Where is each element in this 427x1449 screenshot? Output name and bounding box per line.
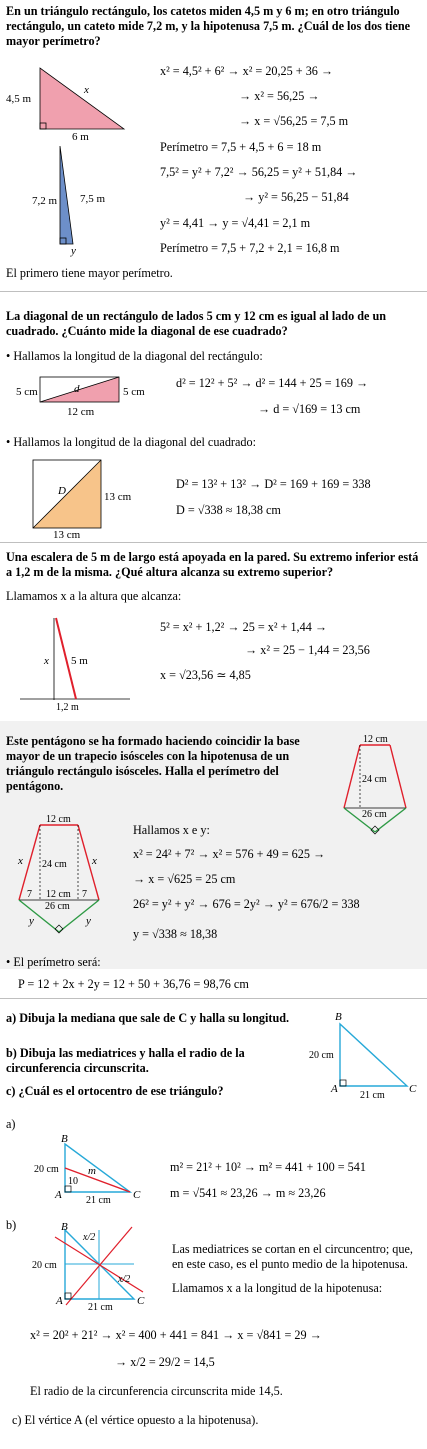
median-side-ab-label: 20 cm [34, 1164, 59, 1175]
p5b-line-1: x² = 20² + 21² → x² = 400 + 441 = 841 → x = √841 = 29 → [30, 1328, 322, 1342]
median-half-label: 10 [68, 1176, 78, 1187]
vertex-c: C [409, 1083, 417, 1095]
p5b-line-2: → x/2 = 29/2 = 14,5 [115, 1355, 215, 1369]
p1-line-1: x² = 4,5² + 6² → x² = 20,25 + 36 → [160, 64, 334, 78]
median-vertex-a: A [55, 1189, 62, 1201]
triangle-abc-figure [300, 1010, 427, 1100]
circ-side-ab-label: 20 cm [32, 1260, 57, 1271]
ladder-figure [0, 612, 150, 713]
large-leg-left-label: y [29, 915, 34, 927]
p3-line-1: 5² = x² + 1,2² → 25 = x² + 1,44 → [160, 620, 328, 634]
p1-line-8: Perímetro = 7,5 + 7,2 + 2,1 = 16,8 m [160, 241, 340, 255]
problem-3-statement: Una escalera de 5 m de largo está apoyada en la pared. Su extremo inferior está a 1,2 m de la misma. ¿Qué altura alcanza su extremo superior? [6, 550, 419, 579]
p2-bullet-1: • Hallamos la longitud de la diagonal del rectángulo: [6, 349, 263, 363]
large-offset-left-label: 7 [27, 889, 32, 900]
square-figure [0, 458, 150, 542]
p4-intro: Hallamos x e y: [133, 823, 210, 837]
p5b-text-2: Llamamos x a la longitud de la hipotenusa: [172, 1281, 383, 1295]
ladder-base-label: 1,2 m [56, 702, 79, 713]
large-side-left-label: x [18, 855, 23, 867]
p2-eq1-line-2: → d = √169 = 13 cm [258, 402, 361, 416]
large-base-label: 26 cm [45, 901, 70, 912]
median-vertex-c: C [133, 1189, 141, 1201]
p3-line-3: x = √23,56 ≃ 4,85 [160, 668, 251, 682]
circumcenter-figure [0, 1222, 160, 1314]
fig1-leg-a-label: 4,5 m [6, 93, 32, 105]
small-base-label: 26 cm [362, 809, 387, 820]
square-right-label: 13 cm [104, 491, 132, 503]
median-m-label: m [88, 1165, 96, 1177]
p1-line-6: → y² = 56,25 − 51,84 [243, 190, 349, 204]
circ-vertex-c: C [137, 1295, 145, 1307]
circ-frac-upper: x/2 [83, 1232, 96, 1243]
p2-eq1-line-1: d² = 12² + 5² → d² = 144 + 25 = 169 → [176, 376, 369, 390]
problem-5-part-c: c) ¿Cuál es el ortocentro de ese triángulo? [6, 1084, 224, 1098]
circ-vertex-b: B [61, 1221, 68, 1233]
square-bottom-label: 13 cm [53, 529, 81, 541]
p1-conclusion: El primero tiene mayor perímetro. [6, 266, 173, 280]
problem-5-part-a: a) Dibuja la mediana que sale de C y halla su longitud. [6, 1011, 290, 1025]
p1-line-2: → x² = 56,25 → [239, 89, 320, 103]
p5a-line-2: m = √541 ≈ 23,26 → m ≈ 23,26 [170, 1186, 326, 1200]
vertex-b: B [335, 1011, 342, 1023]
small-top-label: 12 cm [363, 734, 388, 745]
vertex-a: A [331, 1083, 338, 1095]
large-height-label: 24 cm [42, 859, 67, 870]
p1-line-4: Perímetro = 7,5 + 4,5 + 6 = 18 m [160, 140, 322, 154]
p5a-line-1: m² = 21² + 10² → m² = 441 + 100 = 541 [170, 1160, 366, 1174]
separator [0, 998, 427, 999]
large-leg-right-label: y [86, 915, 91, 927]
problem-4-statement: Este pentágono se ha formado haciendo coincidir la base mayor de un trapecio isósceles con la hipotenusa de un triángulo rectángulo isósceles. Halla el perímetro del pentágono. [6, 734, 300, 793]
rect-right-label: 5 cm [123, 386, 145, 398]
side-ac-label: 21 cm [360, 1090, 385, 1101]
p2-bullet-2: • Hallamos la longitud de la diagonal del cuadrado: [6, 435, 256, 449]
median-vertex-b: B [61, 1133, 68, 1145]
sol-b-label: b) [6, 1218, 17, 1232]
ladder-height-label: x [44, 655, 49, 667]
rect-left-label: 5 cm [16, 386, 38, 398]
problem-2-statement: La diagonal de un rectángulo de lados 5 cm y 12 cm es igual al lado de un cuadrado. ¿Cuánto mide la diagonal de ese cuadrado? [6, 309, 387, 338]
problem-5-part-b: b) Dibuja las mediatrices y halla el radio de la circunferencia circunscrita. [6, 1046, 245, 1075]
p5b-text-1: Las mediatrices se cortan en el circuncentro; que, en este caso, es el punto medio de la hipotenusa. [172, 1242, 413, 1271]
small-height-label: 24 cm [362, 774, 387, 785]
separator [0, 291, 427, 292]
p4-line-1: x² = 24² + 7² → x² = 576 + 49 = 625 → [133, 847, 326, 861]
p4-line-3: 26² = y² + y² → 676 = 2y² → y² = 676/2 = 338 [133, 897, 360, 911]
p4-line-2: → x = √625 = 25 cm [133, 872, 236, 886]
fig2-leg-b-label: y [71, 245, 76, 257]
large-inner-label: 12 cm [46, 889, 71, 900]
problem-1-statement: En un triángulo rectángulo, los catetos miden 4,5 m y 6 m; en otro triángulo rectángulo, un cateto mide 7,2 m, y la hipotenusa 7,5 m. ¿Cuál de los dos tiene mayor perímetro? [6, 4, 411, 48]
p4-perimeter: P = 12 + 2x + 2y = 12 + 50 + 36,76 = 98,76 cm [18, 977, 249, 991]
fig1-leg-b-label: 6 m [72, 131, 89, 143]
circ-frac-lower: x/2 [118, 1274, 131, 1285]
large-top-label: 12 cm [46, 814, 71, 825]
p2-eq2-line-1: D² = 13² + 13² → D² = 169 + 169 = 338 [176, 477, 371, 491]
separator [0, 542, 427, 543]
rectangle-figure [0, 370, 150, 426]
p2-eq2-line-2: D = √338 ≈ 18,38 cm [176, 503, 281, 517]
right-triangle-figure-2 [0, 144, 150, 256]
pentagon-small-figure [330, 728, 420, 838]
fig2-leg-a-label: 7,2 m [32, 195, 58, 207]
circ-vertex-a: A [56, 1295, 63, 1307]
sol-a-label: a) [6, 1117, 16, 1131]
circ-side-ac-label: 21 cm [88, 1302, 113, 1313]
rect-bottom-label: 12 cm [67, 406, 95, 418]
median-figure [0, 1133, 150, 1208]
pentagon-large-figure [0, 810, 120, 946]
large-offset-right-label: 7 [82, 889, 87, 900]
right-triangle-figure-1 [0, 60, 150, 143]
p1-line-3: → x = √56,25 = 7,5 m [239, 114, 349, 128]
p4-line-4: y = √338 ≈ 18,38 [133, 927, 218, 941]
p1-line-7: y² = 4,41 → y = √4,41 = 2,1 m [160, 216, 311, 230]
side-ab-label: 20 cm [309, 1050, 334, 1061]
p4-bullet: • El perímetro será: [6, 955, 101, 969]
fig1-hyp-label: x [84, 84, 89, 96]
square-diag-label: D [58, 485, 66, 497]
p5c-answer: c) El vértice A (el vértice opuesto a la hipotenusa). [12, 1413, 259, 1427]
ladder-length-label: 5 m [71, 655, 88, 667]
rect-diag-label: d [74, 383, 80, 395]
p1-line-5: 7,5² = y² + 7,2² → 56,25 = y² + 51,84 → [160, 165, 358, 179]
p3-line-2: → x² = 25 − 1,44 = 23,56 [245, 643, 370, 657]
fig2-hyp-label: 7,5 m [80, 193, 106, 205]
p3-intro: Llamamos x a la altura que alcanza: [6, 589, 182, 603]
p5b-result: El radio de la circunferencia circunscrita mide 14,5. [30, 1384, 283, 1398]
median-side-ac-label: 21 cm [86, 1195, 111, 1206]
large-side-right-label: x [92, 855, 97, 867]
